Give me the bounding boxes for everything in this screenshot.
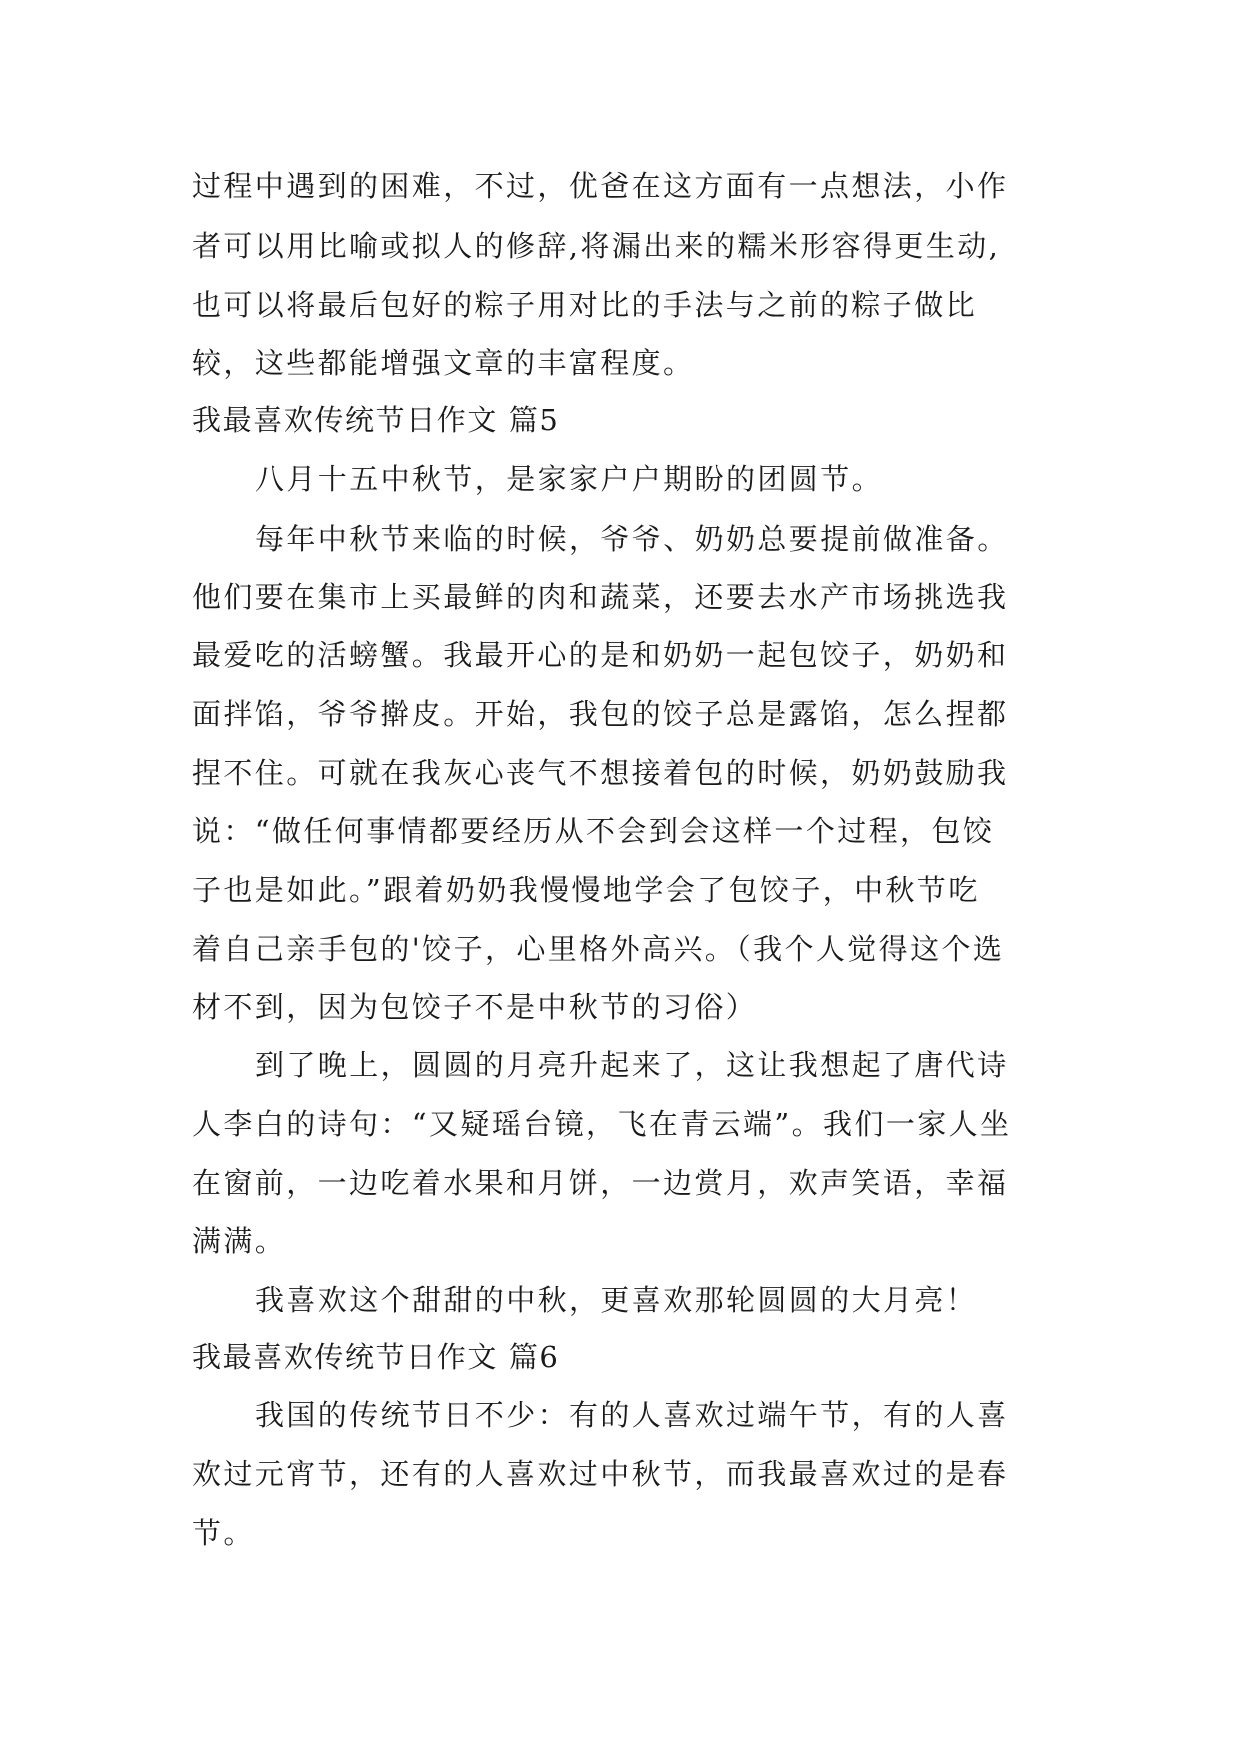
body-text-line: 捏不住。可就在我灰心丧气不想接着包的时候，奶奶鼓励我 <box>192 756 1009 790</box>
body-text-line: 我喜欢这个甜甜的中秋，更喜欢那轮圆圆的大月亮！ <box>255 1283 978 1317</box>
body-text-line: 到了晚上，圆圆的月亮升起来了，这让我想起了唐代诗 <box>255 1048 1009 1082</box>
section-heading-5: 我最喜欢传统节日作文 篇5 <box>192 403 560 437</box>
body-text-line: 我国的传统节日不少：有的人喜欢过端午节，有的人喜 <box>255 1398 1009 1432</box>
body-text-line: 在窗前，一边吃着水果和月饼，一边赏月，欢声笑语，幸福 <box>192 1166 1009 1200</box>
body-text-line: 最爱吃的活螃蟹。我最开心的是和奶奶一起包饺子，奶奶和 <box>192 638 1009 672</box>
body-text-line: 欢过元宵节，还有的人喜欢过中秋节，而我最喜欢过的是春 <box>192 1457 1009 1491</box>
body-text-line: 节。 <box>192 1516 255 1550</box>
body-text-line: 他们要在集市上买最鲜的肉和蔬菜，还要去水产市场挑选我 <box>192 580 1009 614</box>
body-text-line: 过程中遇到的困难，不过，优爸在这方面有一点想法，小作 <box>192 169 1009 203</box>
body-text-line: 者可以用比喻或拟人的修辞,将漏出来的糯米形容得更生动, <box>192 229 1001 263</box>
body-text-line: 说：“做任何事情都要经历从不会到会这样一个过程，包饺 <box>192 814 995 848</box>
body-text-line: 也可以将最后包好的粽子用对比的手法与之前的粽子做比 <box>192 288 978 322</box>
body-text-line: 着自己亲手包的'饺子，心里格外高兴。（我个人觉得这个选 <box>192 932 1005 966</box>
body-text-line: 较，这些都能增强文章的丰富程度。 <box>192 346 695 380</box>
body-text-line: 人李白的诗句：“又疑瑶台镜，飞在青云端”。我们一家人坐 <box>192 1107 1012 1141</box>
body-text-line: 材不到，因为包饺子不是中秋节的习俗） <box>192 990 758 1024</box>
body-text-line: 子也是如此。”跟着奶奶我慢慢地学会了包饺子，中秋节吃 <box>192 873 980 907</box>
body-text-line: 八月十五中秋节，是家家户户期盼的团圆节。 <box>255 462 884 496</box>
body-text-line: 面拌馅，爷爷擀皮。开始，我包的饺子总是露馅，怎么捏都 <box>192 697 1009 731</box>
body-text-line: 每年中秋节来临的时候，爷爷、奶奶总要提前做准备。 <box>255 522 1009 556</box>
section-heading-6: 我最喜欢传统节日作文 篇6 <box>192 1340 560 1374</box>
body-text-line: 满满。 <box>192 1224 287 1258</box>
